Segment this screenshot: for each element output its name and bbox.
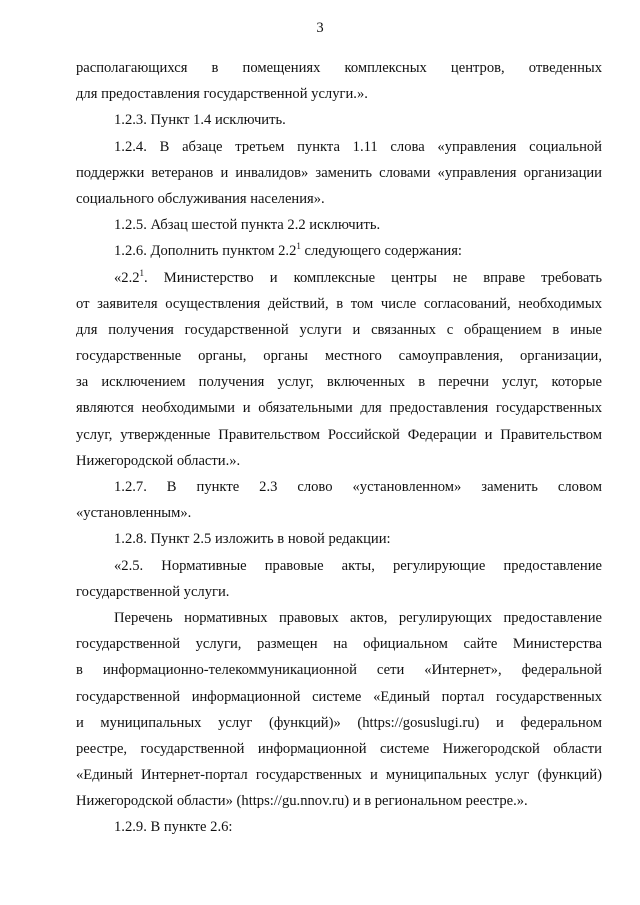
text-line [76, 500, 602, 526]
text-line [76, 134, 602, 160]
line-text: в информационно-телекоммуникационной сети «Интернет», федеральной [76, 662, 602, 679]
line-text: Нижегородской области.». [76, 452, 241, 469]
line-text: за исключением получения услуг, включенных в перечни услуг, которые [76, 374, 602, 391]
line-text: поддержки ветеранов и инвалидов» заменить словами «управления организации [76, 164, 602, 181]
text-line [76, 343, 602, 369]
line-text: 1.2.7. В пункте 2.3 слово «установленном» заменить словом [114, 479, 602, 495]
line-text: 1.2.4. В абзаце третьем пункта 1.11 слова «управления социальной [114, 138, 602, 155]
text-line [76, 395, 602, 421]
text-line [76, 107, 602, 133]
line-text: реестре, государственной информационной системе Нижегородской области [76, 740, 602, 757]
text-line [76, 265, 602, 291]
text-line [76, 55, 602, 81]
line-text: государственной услуги. [76, 583, 230, 600]
text-line [76, 186, 602, 212]
line-text: для предоставления государственной услуги.». [76, 86, 368, 103]
superscript: 1 [139, 267, 145, 278]
line-text: от заявителя осуществления действий, в том числе согласований, необходимых [76, 295, 602, 312]
line-text: Перечень нормативных правовых актов, регулирующих предоставление [114, 609, 602, 626]
text-line [76, 369, 602, 395]
page-number: 3 [316, 20, 324, 36]
text-line [76, 736, 602, 762]
line-text-continuation: следующего содержания: [300, 243, 462, 260]
line-text: государственные органы, органы местного самоуправления, организации, [76, 348, 602, 365]
document-body [76, 55, 602, 841]
line-text: услуг, утвержденные Правительством Российской Федерации и Правительством [76, 426, 602, 443]
text-line [76, 684, 602, 710]
line-text: «установленным». [76, 505, 192, 522]
text-line [76, 788, 602, 814]
line-text: 1.2.5. Абзац шестой пункта 2.2 исключить. [114, 217, 381, 234]
text-line [76, 291, 602, 317]
text-line [76, 317, 602, 343]
line-text: 1.2.9. В пункте 2.6: [114, 819, 233, 836]
text-line [76, 553, 602, 579]
superscript: 1 [296, 241, 301, 252]
text-line [76, 657, 602, 683]
text-line [76, 212, 602, 238]
text-line [76, 579, 602, 605]
line-text: «2.2 [114, 269, 140, 286]
line-text-continuation: . Министерство и комплексные центры не вправе требовать [144, 269, 602, 286]
text-line [76, 474, 602, 500]
text-line [76, 160, 602, 186]
line-text: для получения государственной услуги и связанных с обращением в иные [76, 321, 602, 338]
line-text: Нижегородской области» (https://gu.nnov.ru) и в региональном реестре.». [76, 793, 528, 810]
line-text: 1.2.8. Пункт 2.5 изложить в новой редакции: [114, 531, 391, 548]
text-line [76, 631, 602, 657]
line-text: и муниципальных услуг (функций)» (https://gosuslugi.ru) и федеральном [76, 714, 602, 731]
line-text: государственной информационной системе «Единый портал государственных [76, 688, 602, 705]
text-line [76, 448, 602, 474]
line-text: «2.5. Нормативные правовые акты, регулирующие предоставление [114, 557, 602, 574]
line-text: «Единый Интернет-портал государственных и муниципальных услуг (функций) [76, 767, 602, 784]
text-line [76, 605, 602, 631]
line-text: государственной услуги, размещен на официальном сайте Министерства [76, 636, 602, 653]
line-text: социального обслуживания населения». [76, 190, 325, 207]
line-text: 1.2.6. Дополнить пунктом 2.2 [114, 243, 297, 260]
text-line [76, 814, 602, 840]
text-line [76, 422, 602, 448]
text-line [76, 238, 602, 264]
line-text: являются необходимыми и обязательными для предоставления государственных [76, 400, 602, 417]
text-line [76, 81, 602, 107]
text-line [76, 526, 602, 552]
line-text: 1.2.3. Пункт 1.4 исключить. [114, 112, 286, 129]
text-line [76, 762, 602, 788]
text-line [76, 710, 602, 736]
line-text: располагающихся в помещениях комплексных центров, отведенных [76, 60, 602, 76]
